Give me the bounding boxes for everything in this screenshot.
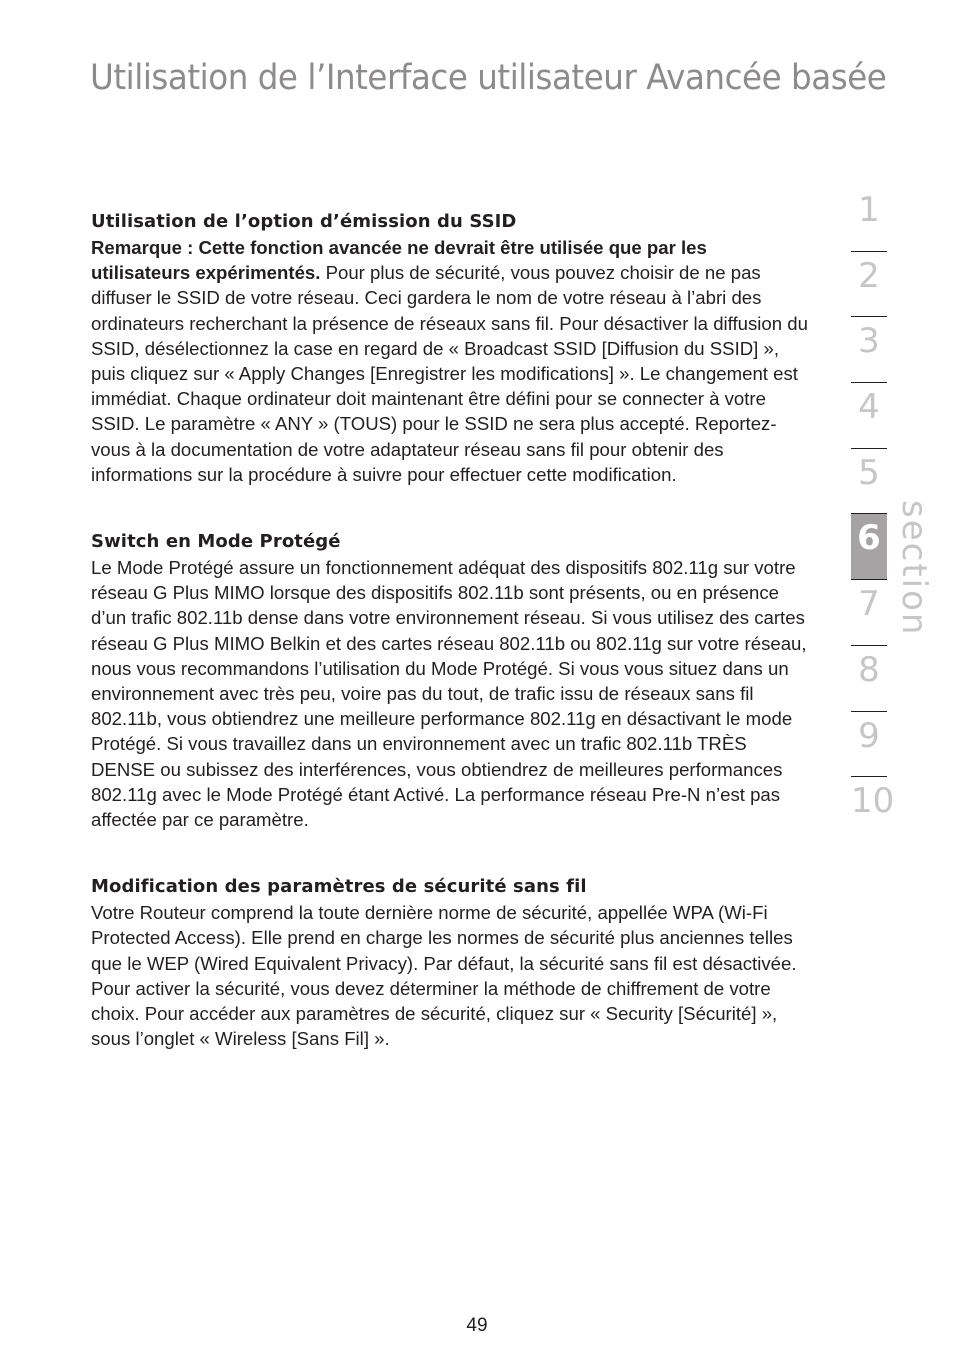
section-protected-mode bbox=[91, 529, 811, 832]
section-nav bbox=[851, 186, 895, 843]
section-body: Le Mode Protégé assure un fonctionnement adéquat des dispositifs 802.11g sur votre réseau G Plus MIMO lorsque des dispositifs 802.11b sont présents, ou en présence d’un trafic 802.11b dense dans votre environnement réseau. Si vous utilisez des cartes réseau G Plus MIMO Belkin et des cartes réseau 802.11b ou 802.11g sur votre réseau, nous vous recommandons l’utilisation du Mode Protégé. Si vous vous situez dans un environnement avec très peu, voire pas du tout, de trafic issu de réseaux sans fil 802.11b, vous obtiendrez une meilleure performance 802.11g en désactivant le mode Protégé. Si vous travaillez dans un environnement avec un trafic 802.11b TRÈS DENSE ou subissez des interférences, vous obtiendrez de meilleures performances 802.11g avec le Mode Protégé étant Activé. La performance réseau Pre-N n’est pas affectée par ce paramètre. bbox=[91, 557, 807, 831]
section-body bbox=[91, 235, 811, 487]
note-text: Remarque : Cette fonction avancée ne devrait être utilisée que par les utilisateurs expérimentés. bbox=[91, 237, 707, 284]
nav-item-2[interactable]: 2 bbox=[851, 252, 887, 318]
main-content bbox=[91, 209, 811, 1051]
nav-item-6-active[interactable]: 6 bbox=[851, 514, 887, 580]
page-title: Utilisation de l’Interface utilisateur Avancée basée bbox=[90, 58, 887, 98]
nav-item-3[interactable]: 3 bbox=[851, 317, 887, 383]
nav-item-1[interactable]: 1 bbox=[851, 186, 887, 252]
page-number: 49 bbox=[466, 1315, 488, 1336]
section-label bbox=[894, 500, 936, 637]
body-text: Pour plus de sécurité, vous pouvez choisir de ne pas diffuser le SSID de votre réseau. Ceci gardera le nom de votre réseau à l’abri des ordinateurs recherchant la présence de réseaux sans fil. Pour désactiver la diffusion du SSID, désélectionnez la case en regard de « Broadcast SSID [Diffusion du SSID] », puis cliquez sur « Apply Changes [Enregistrer les modifications] ». Le changement est immédiat. Chaque ordinateur doit maintenant être défini pour se connecter à votre SSID. Le paramètre « ANY » (TOUS) pour le SSID ne sera plus accepté. Reportez-vous à la documentation de votre adaptateur réseau sans fil pour obtenir des informations sur la procédure à suivre pour effectuer cette modification. bbox=[91, 262, 808, 485]
nav-item-8[interactable]: 8 bbox=[851, 646, 887, 712]
section-heading: Switch en Mode Protégé bbox=[91, 531, 341, 553]
nav-item-7[interactable]: 7 bbox=[851, 580, 887, 646]
section-ssid-broadcast bbox=[91, 209, 811, 487]
nav-item-4[interactable]: 4 bbox=[851, 383, 887, 449]
nav-item-9[interactable]: 9 bbox=[851, 712, 887, 778]
section-heading: Utilisation de l’option d’émission du SSID bbox=[91, 211, 517, 232]
section-body: Votre Routeur comprend la toute dernière norme de sécurité, appellée WPA (Wi-Fi Protected Access). Elle prend en charge les normes de sécurité plus anciennes telles que le WEP (Wired Equivalent Privacy). Par défaut, la sécurité sans fil est désactivée. Pour activer la sécurité, vous devez déterminer la méthode de chiffrement de votre choix. Pour accéder aux paramètres de sécurité, cliquez sur « Security [Sécurité] », sous l’onglet « Wireless [Sans Fil] ». bbox=[91, 902, 797, 1050]
section-heading: Modification des paramètres de sécurité sans fil bbox=[91, 876, 587, 898]
section-label-text: section bbox=[894, 500, 934, 637]
nav-item-5[interactable]: 5 bbox=[851, 449, 887, 515]
nav-item-10[interactable]: 10 bbox=[851, 781, 895, 822]
section-wireless-security bbox=[91, 874, 811, 1051]
